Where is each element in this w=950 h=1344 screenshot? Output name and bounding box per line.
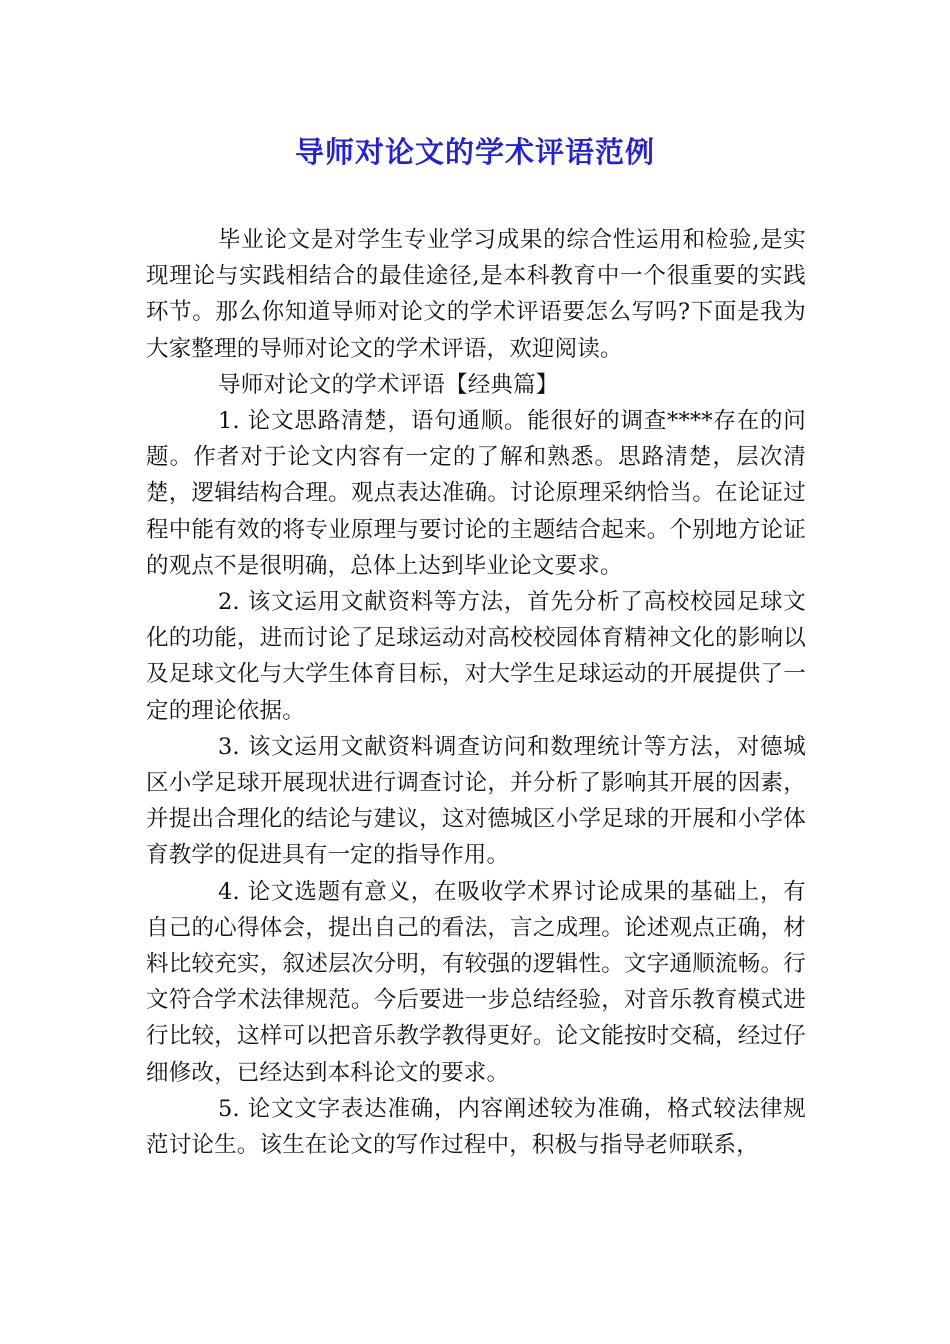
document-body — [146, 222, 806, 1163]
document-title: 导师对论文的学术评语范例 — [294, 135, 655, 169]
intro-paragraph: 毕业论文是对学生专业学习成果的综合性运用和检验,是实现理论与实践相结合的最佳途径,是本科教育中一个很重要的实践环节。那么你知道导师对论文的学术评语要怎么写吗?下面是我为大家整理的导师对论文的学术评语，欢迎阅读。 — [146, 227, 806, 362]
comment-item-3: 3. 该文运用文献资料调查访问和数理统计等方法，对德城区小学足球开展现状进行调查讨论，并分析了影响其开展的因素，并提出合理化的结论与建议，这对德城区小学足球的开展和小学体育教学的促进具有一定的指导作用。 — [146, 733, 806, 869]
comment-item-4: 4. 论文选题有意义，在吸收学术界讨论成果的基础上，有自己的心得体会，提出自己的看法，言之成理。论述观点正确，材料比较充实，叙述层次分明，有较强的逻辑性。文字通顺流畅。行文符合学术法律规范。今后要进一步总结经验，对音乐教育模式进行比较，这样可以把音乐教学教得更好。论文能按时交稿，经过仔细修改，已经达到本科论文的要求。 — [146, 878, 806, 1086]
section-heading: 导师对论文的学术评语【经典篇】 — [218, 371, 559, 398]
comment-item-5: 5. 论文文字表达准确，内容阐述较为准确，格式较法律规范讨论生。该生在论文的写作过程中，积极与指导老师联系， — [146, 1095, 806, 1159]
comment-item-1: 1. 论文思路清楚，语句通顺。能很好的调查****存在的问题。作者对于论文内容有一定的了解和熟悉。思路清楚，层次清楚，逻辑结构合理。观点表达准确。讨论原理采纳恰当。在论证过程中能有效的将专业原理与要讨论的主题结合起来。个别地方论证的观点不是很明确，总体上达到毕业论文要求。 — [146, 408, 806, 579]
comment-item-2: 2. 该文运用文献资料等方法，首先分析了高校校园足球文化的功能，进而讨论了足球运动对高校校园体育精神文化的影响以及足球文化与大学生体育目标，对大学生足球运动的开展提供了一定的理论依据。 — [146, 589, 806, 724]
